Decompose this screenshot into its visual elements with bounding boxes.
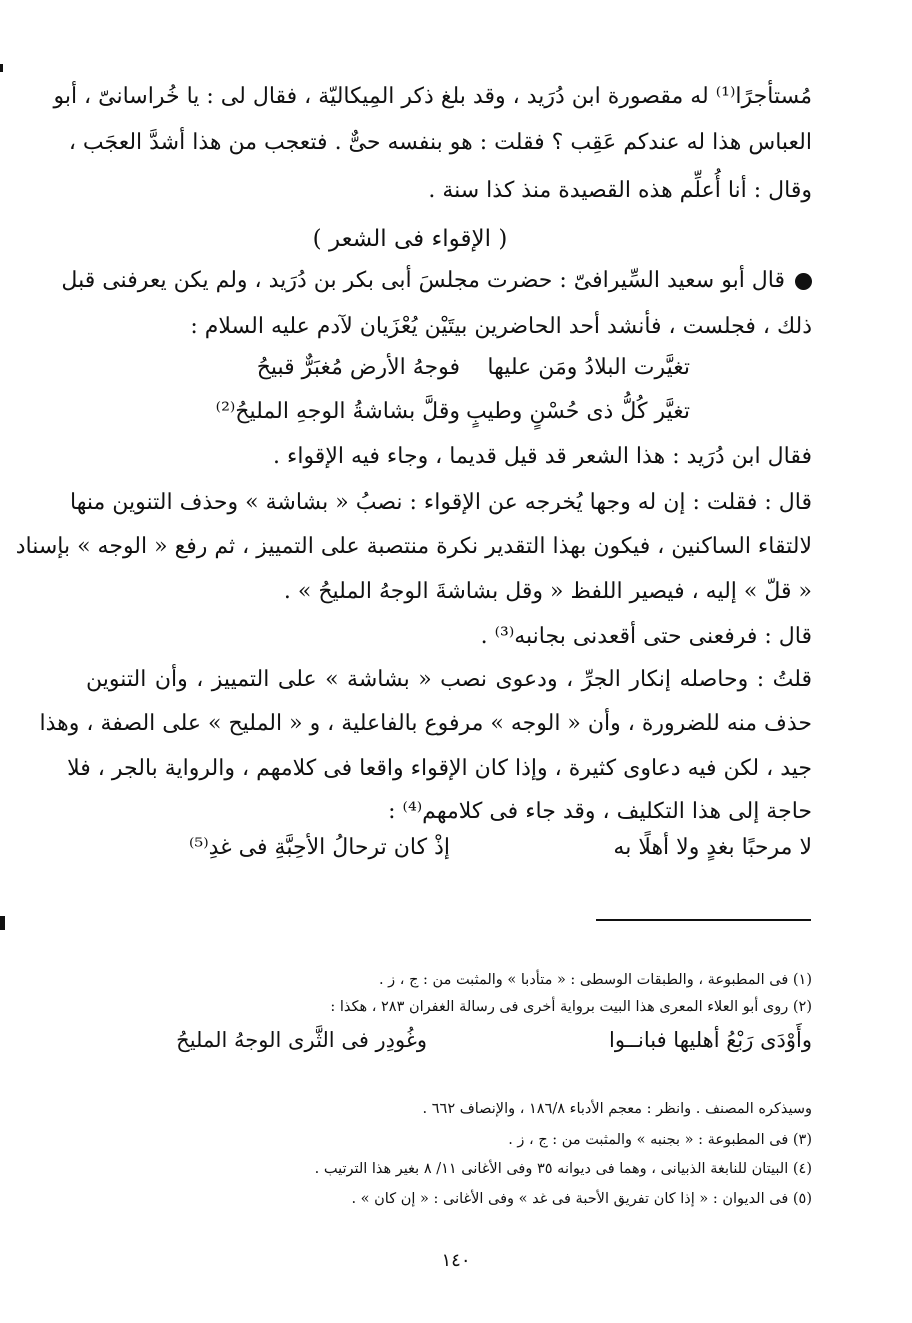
footnote-2-continuation: وسيذكره المصنف . وانظر : معجم الأدباء ١٨٦/٨ ، والإنصاف ٦٦٢ . — [422, 1101, 812, 1117]
footnote-2: (٢) روى أبو العلاء المعرى هذا البيت برواية أخرى فى رسالة الغفران ٢٨٣ ، هكذا : — [330, 999, 812, 1015]
page-number: ١٤٠ — [441, 1250, 471, 1271]
paragraph-line-1-text: قال أبو سعيد السِّيرافىّ : حضرت مجلسَ أبى بكر بن دُرَيد ، ولم يكن يعرفنى قبل — [61, 268, 785, 293]
section-heading: ( الإقواء فى الشعر ) — [312, 226, 508, 252]
body-line-2: العباس هذا له عندكم عَقِب ؟ فقلت : هو بنفسه حىٌّ . فتعجب من هذا أشدَّ العجَب ، — [68, 130, 812, 155]
footnote-1: (١) فى المطبوعة ، والطبقات الوسطى : « متأدبا » والمثبت من : ج ، ز . — [378, 972, 812, 988]
paragraph-6-line-3: جيد ، لكن فيه دعاوى كثيرة ، وإذا كان الإقواء واقعا فى كلامهم ، والرواية بالجر ، فلا — [67, 756, 812, 781]
footnote-2-verse-second: وغُودِر فى الثَّرى الوجهُ المليحُ — [176, 1028, 427, 1052]
footnote-5: (٥) فى الديوان : « إذا كان تفريق الأحبة فى غد » وفى الأغانى : « إن كان » . — [351, 1191, 812, 1207]
bullet-icon — [795, 273, 812, 290]
paragraph-6-line-4: حاجة إلى هذا التكليف ، وقد جاء فى كلامهم⁽⁴⁾ : — [388, 799, 812, 824]
footnote-2-verse — [130, 1023, 812, 1057]
footnote-2-verse-first: وأَوْدَى رَبْعُ أهليها فبانــوا — [609, 1028, 812, 1052]
paragraph-4-line-2: لالتقاء الساكنين ، فيكون بهذا التقدير نكرة منتصبة على التمييز ، ثم رفع « الوجه » بإسناد — [15, 534, 812, 559]
body-line-1: مُستأجرًا⁽¹⁾ له مقصورة ابن دُرَيد ، وقد بلغ ذكر المِيكاليّة ، فقال لى : يا خُراسانىّ ، أبو — [53, 84, 812, 109]
paragraph-3: فقال ابن دُرَيد : هذا الشعر قد قيل قديما ، وجاء فيه الإقواء . — [273, 444, 812, 469]
footnote-4: (٤) البيتان للنابغة الذبيانى ، وهما فى ديوانه ٣٥ وفى الأغانى ١١/ ٨ بغير هذا الترتيب . — [314, 1161, 812, 1177]
paragraph-line-1 — [61, 261, 812, 301]
body-line-3: وقال : أنا أُعلِّم هذه القصيدة منذ كذا سنة . — [428, 178, 812, 203]
paragraph-6-line-1: قلتُ : وحاصله إنكار الجرِّ ، ودعوى نصب « بشاشة » على التمييز ، وأن التنوين — [86, 667, 812, 692]
verse-1-first-hemistich: تغيَّرت البلادُ ومَن عليها — [487, 355, 690, 380]
verse-2-first-hemistich: تغيَّر كُلُّ ذى حُسْنٍ وطيبٍ — [466, 399, 690, 424]
verse-2-second-hemistich: وقلَّ بشاشةُ الوجهِ المليحُ⁽²⁾ — [215, 399, 460, 424]
verse-1-second-hemistich: فوجهُ الأرض مُغبَرٌّ قبيحُ — [256, 355, 460, 380]
scan-mark-top — [0, 64, 3, 72]
paragraph-5: قال : فرفعنى حتى أقعدنى بجانبه⁽³⁾ . — [480, 624, 812, 649]
footnote-separator — [596, 919, 811, 921]
verse-3-first-hemistich: لا مرحبًا بغدٍ ولا أهلًا به — [613, 835, 812, 860]
paragraph-6-line-2: حذف منه للضرورة ، وأن « الوجه » مرفوع بالفاعلية ، و « المليح » على الصفة ، وهذا — [39, 711, 812, 736]
paragraph-4-line-3: « قلّ » إليه ، فيصير اللفظ « وقل بشاشةَ الوجهُ المليحُ » . — [283, 579, 812, 604]
paragraph-line-2: ذلك ، فجلست ، فأنشد أحد الحاضرين بيتَيْن يُعْزَيان لآدم عليه السلام : — [190, 314, 812, 339]
scan-mark-left — [0, 916, 5, 930]
paragraph-4-line-1: قال : فقلت : إن له وجها يُخرجه عن الإقواء : نصبُ « بشاشة » وحذف التنوين منها — [70, 490, 812, 515]
footnote-3: (٣) فى المطبوعة : « بجنبه » والمثبت من : ج ، ز . — [508, 1132, 812, 1148]
verse-3-second-hemistich: إذْ كان ترحالُ الأحِبَّةِ فى غدِ⁽⁵⁾ — [189, 835, 450, 860]
